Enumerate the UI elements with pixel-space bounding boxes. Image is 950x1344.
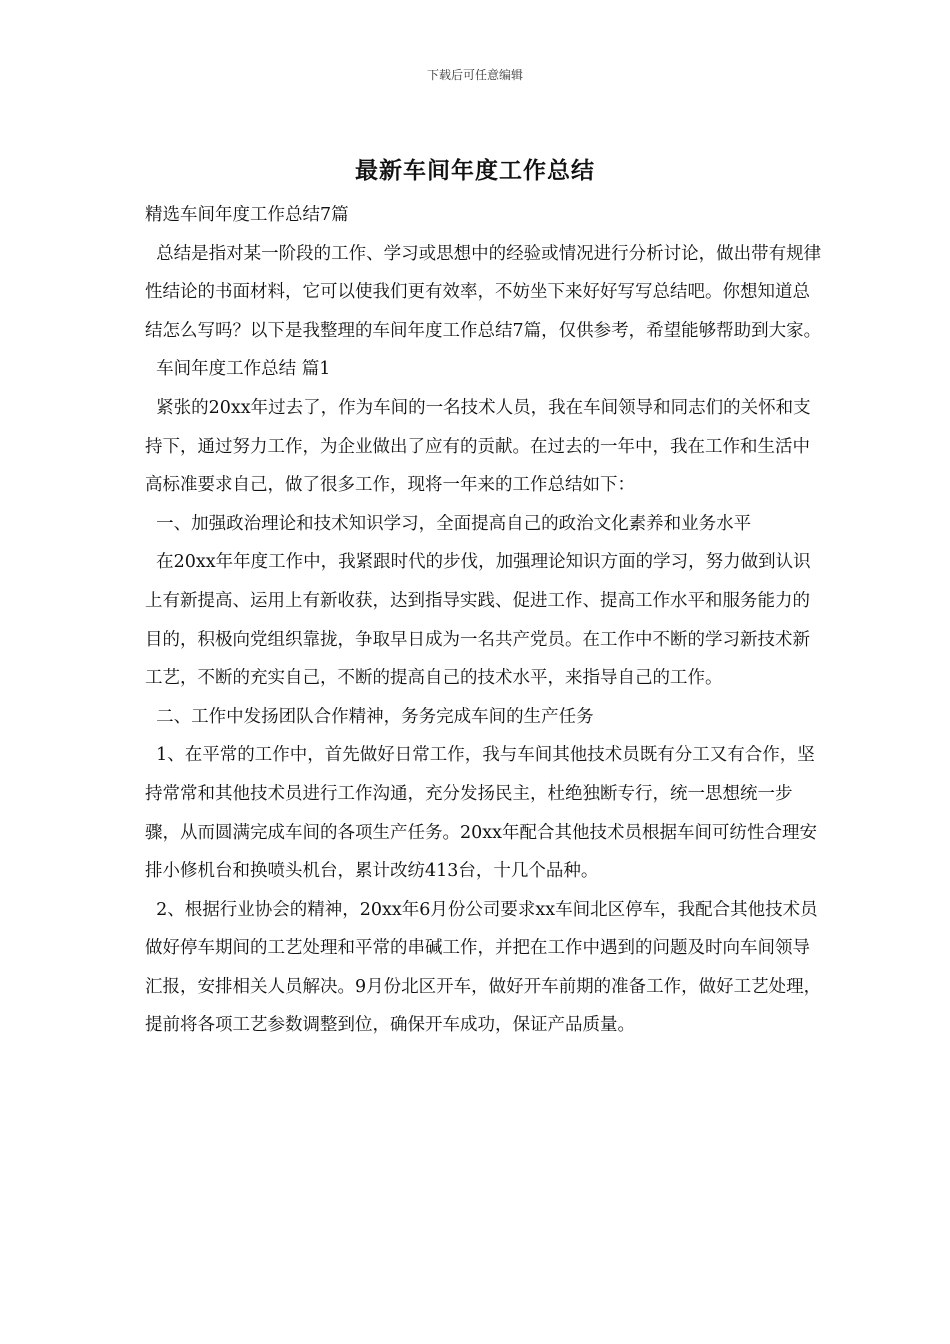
body-paragraph: 2、根据行业协会的精神，20xx年6月份公司要求xx车间北区停车，我配合其他技术员做好停车期间的工艺处理和平常的串碱工作，并把在工作中遇到的问题及时向车间领导汇报，安排相关人员解决。9月份北区开车，做好开车前期的准备工作，做好工艺处理，提前将各项工艺参数调整到位，确保开车成功，保证产品质量。 bbox=[145, 899, 822, 1036]
intro-paragraph: 总结是指对某一阶段的工作、学习或思想中的经验或情况进行分析讨论，做出带有规律性结论的书面材料，它可以使我们更有效率，不妨坐下来好好写写总结吧。你想知道总结怎么写吗？以下是我整理的车间年度工作总结7篇，仅供参考，希望能够帮助到大家。 bbox=[145, 243, 822, 341]
section-heading: 车间年度工作总结 篇1 bbox=[145, 359, 331, 380]
document-title: 最新车间年度工作总结 bbox=[355, 157, 595, 184]
body-paragraph: 紧张的20xx年过去了，作为车间的一名技术人员，我在车间领导和同志们的关怀和支持下，通过努力工作，为企业做出了应有的贡献。在过去的一年中，我在工作和生活中高标准要求自己，做了很多工作，现将一年来的工作总结如下： bbox=[145, 397, 811, 496]
body-paragraph: 1、在平常的工作中，首先做好日常工作，我与车间其他技术员既有分工又有合作，坚持常常和其他技术员进行工作沟通，充分发扬民主，杜绝独断专行，统一思想统一步骤，从而圆满完成车间的各项生产任务。20xx年配合其他技术员根据车间可纺性合理安排小修机台和换喷头机台，累计改纺413台，十几个品种。 bbox=[145, 745, 818, 882]
body-paragraph: 在20xx年年度工作中，我紧跟时代的步伐，加强理论知识方面的学习，努力做到认识上有新提高、运用上有新收获，达到指导实践、促进工作、提高工作水平和服务能力的目的，积极向党组织靠拢，争取早日成为一名共产党员。在工作中不断的学习新技术新工艺，不断的充实自己，不断的提高自己的技术水平，来指导自己的工作。 bbox=[145, 552, 811, 689]
document-body bbox=[145, 196, 825, 1045]
subsection-heading: 二、工作中发扬团队合作精神，务务完成车间的生产任务 bbox=[145, 706, 594, 727]
header-note: 下载后可任意编辑 bbox=[426, 68, 523, 82]
subtitle-paragraph: 精选车间年度工作总结7篇 bbox=[145, 205, 349, 225]
subsection-heading: 一、加强政治理论和技术知识学习，全面提高自己的政治文化素养和业务水平 bbox=[145, 513, 752, 534]
